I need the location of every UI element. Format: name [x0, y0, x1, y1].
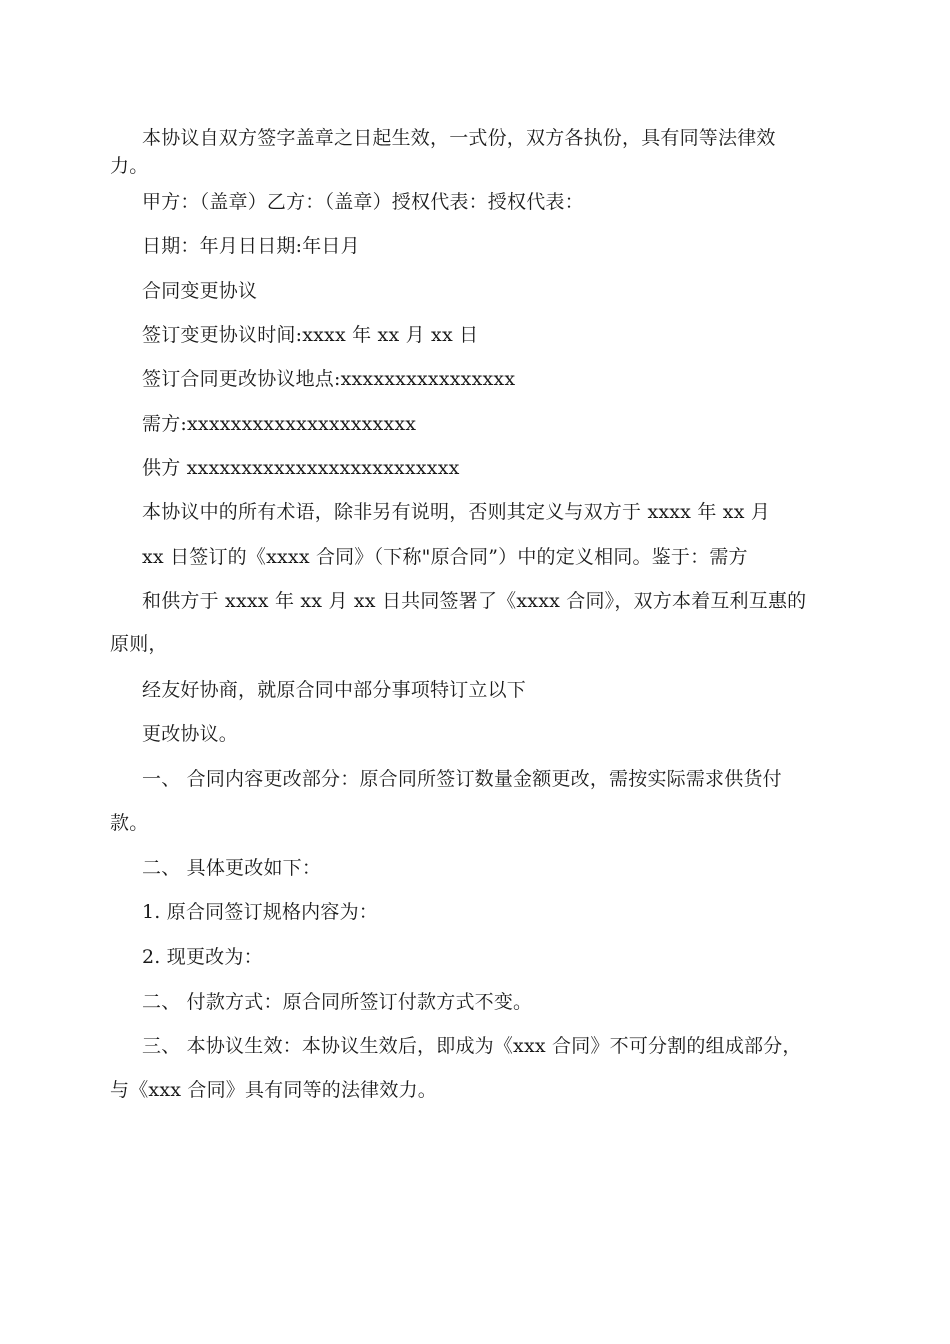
- section-one-line-2: 款。: [110, 812, 149, 834]
- terms-definition-line-4: 原则，: [110, 633, 168, 655]
- item-2-line: 2. 现更改为：: [142, 946, 263, 968]
- buyer-line: 需方:xxxxxxxxxxxxxxxxxxxxx: [142, 413, 417, 435]
- terms-definition-line-2: xx 日签订的《xxxx 合同》（下称"原合同”）中的定义相同。鉴于：需方: [142, 546, 748, 568]
- section-three-line-1: 三、 本协议生效：本协议生效后，即成为《xxx 合同》不可分割的组成部分，: [142, 1035, 802, 1057]
- payment-method-line: 二、 付款方式：原合同所签订付款方式不变。: [142, 991, 533, 1013]
- signing-place-line: 签订合同更改协议地点:xxxxxxxxxxxxxxxx: [142, 368, 516, 390]
- agreement-title: 合同变更协议: [142, 280, 258, 302]
- item-1-line: 1. 原合同签订规格内容为：: [142, 901, 378, 923]
- supplier-line: 供方 xxxxxxxxxxxxxxxxxxxxxxxxx: [142, 457, 460, 479]
- terms-definition-line-3: 和供方于 xxxx 年 xx 月 xx 日共同签署了《xxxx 合同》，双方本着互利互惠的: [142, 590, 807, 612]
- signature-parties-line: 甲方：（盖章）乙方：（盖章）授权代表：授权代表：: [142, 191, 584, 213]
- signing-time-line: 签订变更协议时间:xxxx 年 xx 月 xx 日: [142, 324, 479, 346]
- terms-definition-line-1: 本协议中的所有术语，除非另有说明，否则其定义与双方于 xxxx 年 xx 月: [142, 501, 771, 523]
- section-three-line-2: 与《xxx 合同》具有同等的法律效力。: [110, 1079, 437, 1101]
- signature-dates-line: 日期：年月日日期:年日月: [142, 235, 360, 257]
- consultation-line: 经友好协商，就原合同中部分事项特订立以下: [142, 679, 527, 701]
- change-agreement-line: 更改协议。: [142, 723, 239, 745]
- effect-clause-line-2: 力。: [110, 155, 149, 177]
- effect-clause-line-1: 本协议自双方签字盖章之日起生效，一式份，双方各执份，具有同等法律效: [142, 127, 776, 149]
- section-two-heading: 二、 具体更改如下：: [142, 857, 322, 879]
- section-one-line-1: 一、 合同内容更改部分：原合同所签订数量金额更改，需按实际需求供货付: [142, 768, 782, 790]
